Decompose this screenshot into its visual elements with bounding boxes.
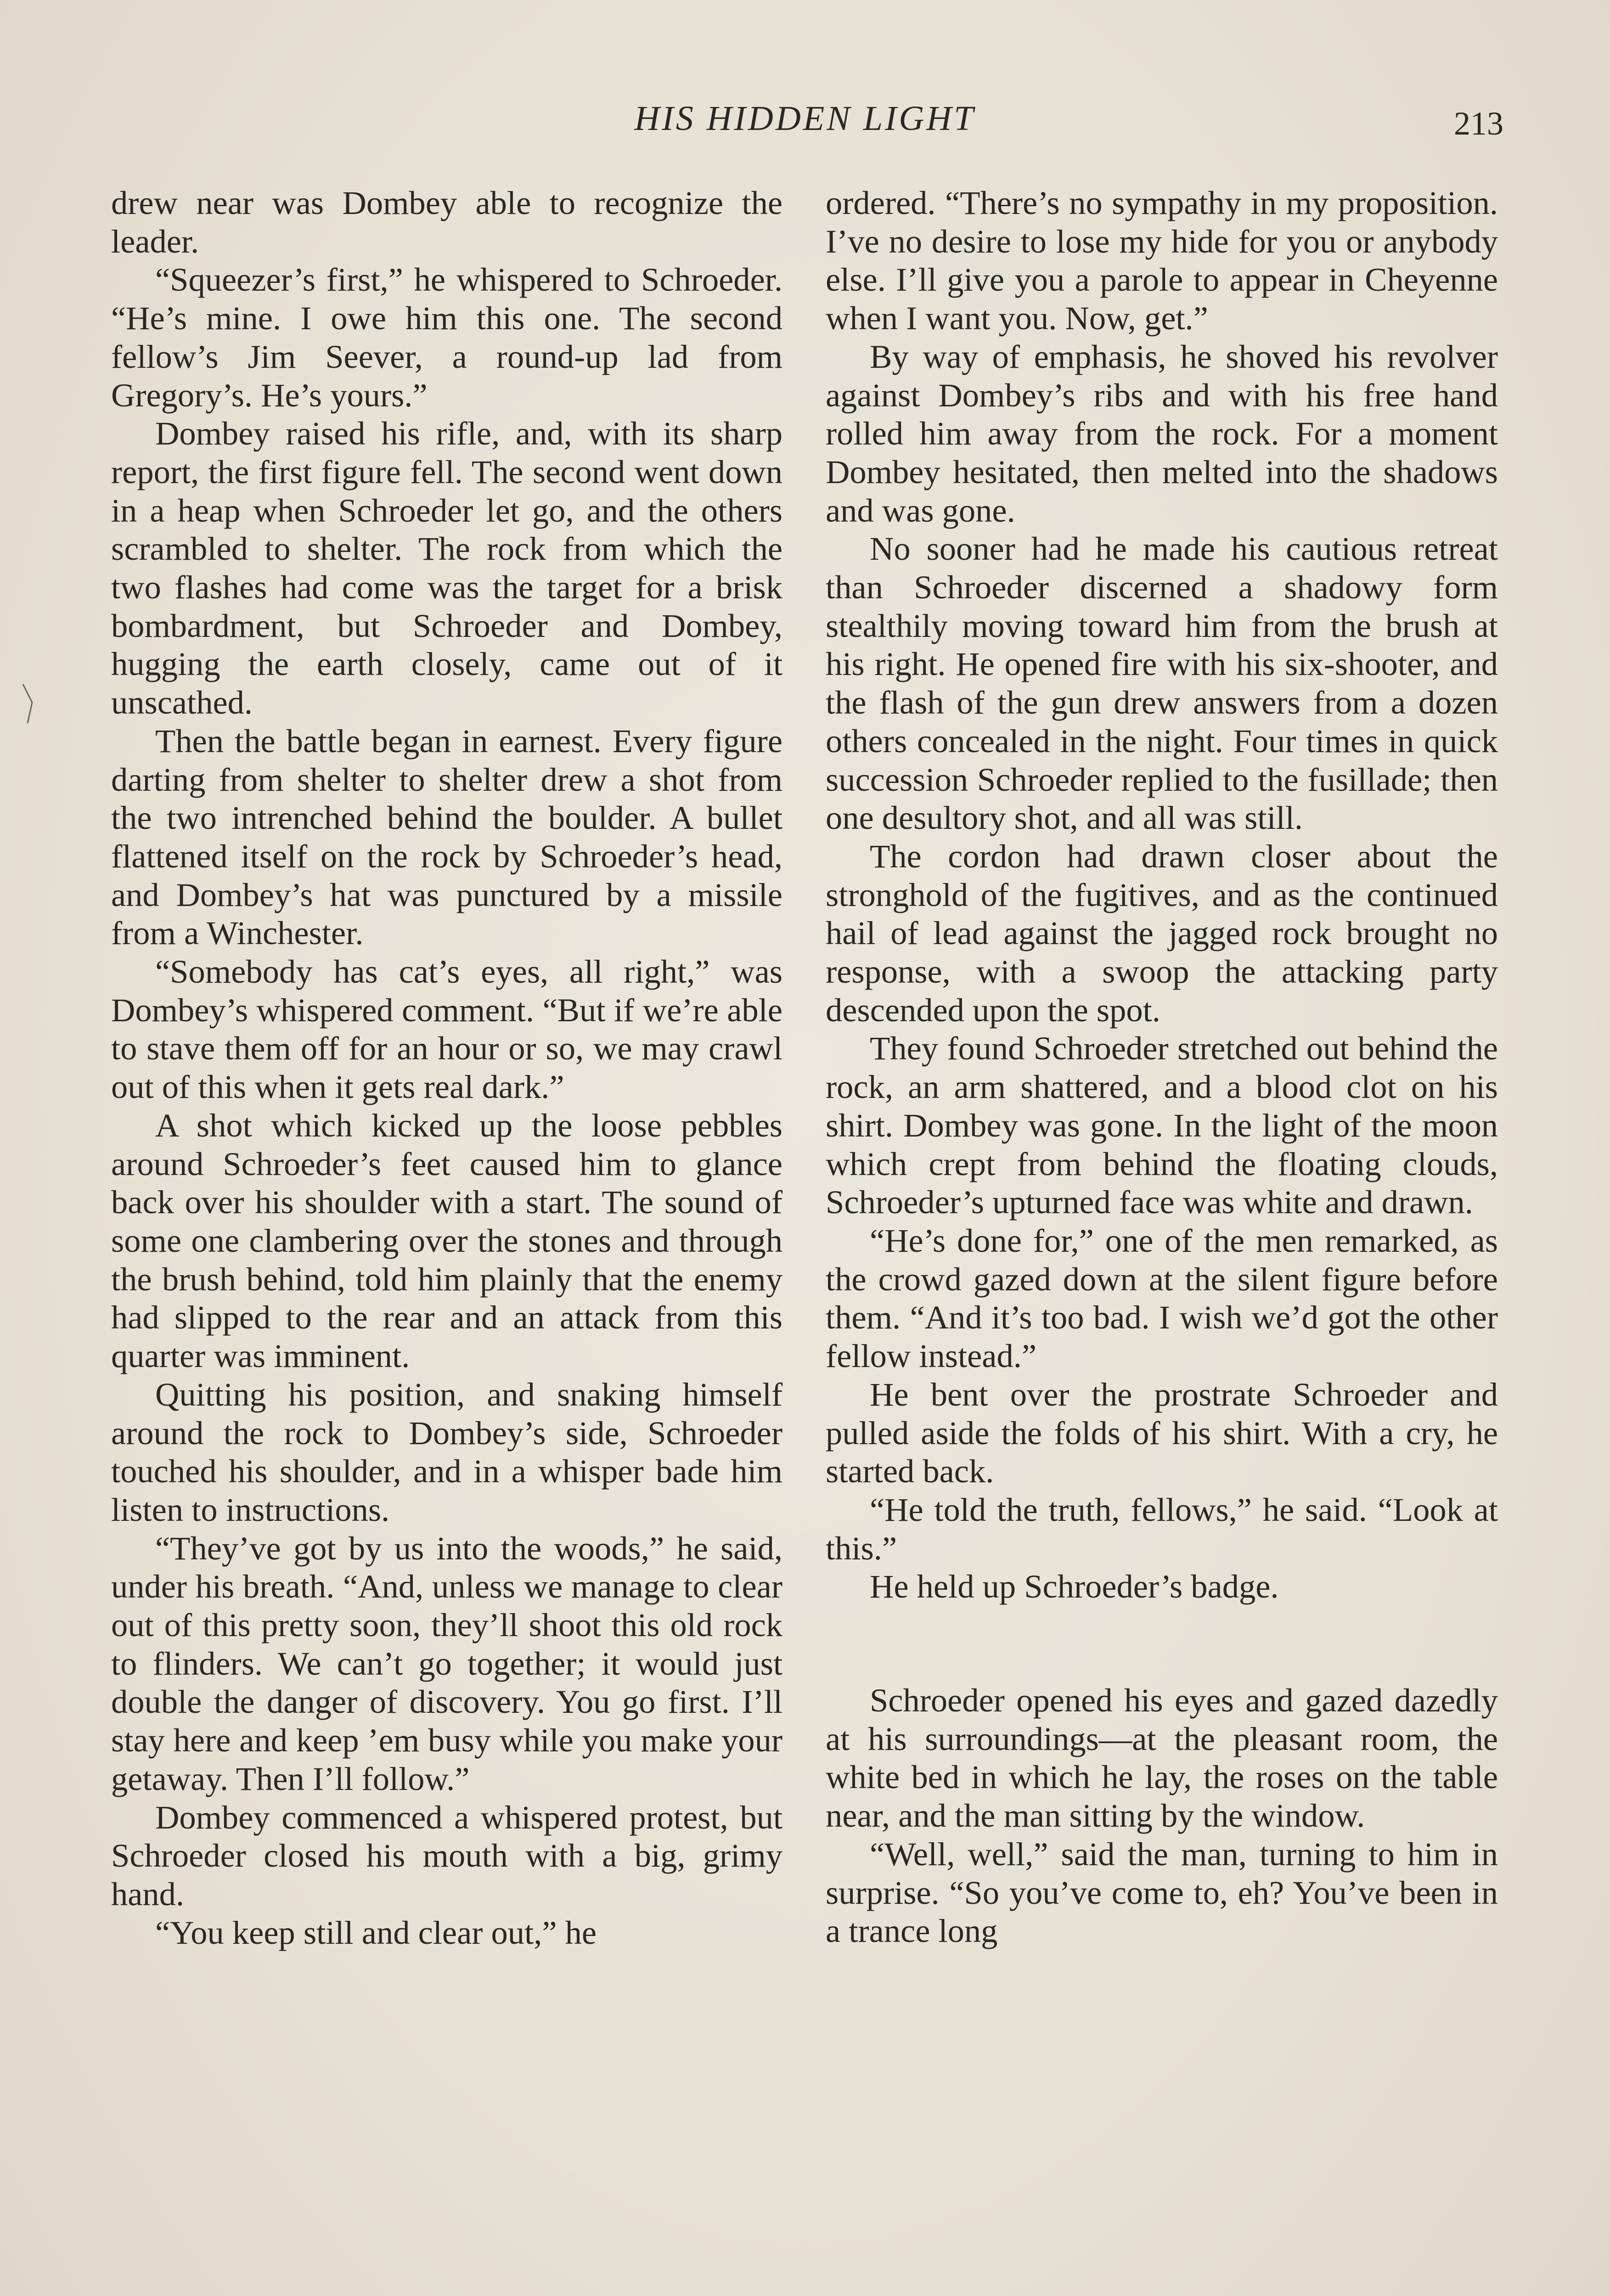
paragraph: He bent over the prostrate Schroeder and pulled aside the folds of his shirt. With a cry, he started back. xyxy=(826,1375,1498,1490)
paragraph: The cordon had drawn closer about the stronghold of the fugitives, and as the continued hail of lead against the jagged rock brought no response, with a swoop the attacking party descended upon the spot. xyxy=(826,837,1498,1029)
paragraph: “He told the truth, fellows,” he said. “Look at this.” xyxy=(826,1491,1498,1567)
paragraph: “Squeezer’s first,” he whispered to Schroeder. “He’s mine. I owe him this one. The second fellow’s Jim Seever, a round-up lad from Gregory’s. He’s yours.” xyxy=(111,261,782,414)
paragraph: drew near was Dombey able to recognize the leader. xyxy=(111,184,782,260)
paragraph: ordered. “There’s no sympathy in my proposition. I’ve no desire to lose my hide for you or anybody else. I’ll give you a parole to appear in Cheyenne when I want you. Now, get.” xyxy=(826,184,1498,337)
paragraph: Then the battle began in earnest. Every figure darting from shelter to shelter drew a shot from the two intrenched behind the boulder. A bullet flattened itself on the rock by Schroeder’s head, and Dombey’s hat was punctured by a missile from a Winchester. xyxy=(111,722,782,952)
paragraph: Dombey raised his rifle, and, with its sharp report, the first figure fell. The second went down in a heap when Schroeder let go, and the others scrambled to shelter. The rock from which the two flashes had come was the target for a brisk bombardment, but Schroeder and Dombey, hugging the earth closely, came out of it unscathed. xyxy=(111,415,782,721)
paragraph: Quitting his position, and snaking himself around the rock to Dombey’s side, Schroeder touched his shoulder, and in a whisper bade him listen to instructions. xyxy=(111,1375,782,1528)
paragraph: “He’s done for,” one of the men remarked, as the crowd gazed down at the silent figure before them. “And it’s too bad. I wish we’d got the other fellow instead.” xyxy=(826,1221,1498,1375)
margin-mark xyxy=(18,680,46,726)
paragraph: “They’ve got by us into the woods,” he said, under his breath. “And, unless we manage to clear out of this pretty soon, they’ll shoot this old rock to flinders. We can’t go together; it would just double the danger of discovery. You go first. I’ll stay here and keep ’em busy while you make your getaway. Then I’ll follow.” xyxy=(111,1529,782,1797)
paragraph: “Well, well,” said the man, turning to him in surprise. “So you’ve come to, eh? You’ve been in a trance long xyxy=(826,1835,1498,1950)
paragraph: A shot which kicked up the loose pebbles around Schroeder’s feet caused him to glance back over his shoulder with a start. The sound of some one clambering over the stones and through the brush behind, told him plainly that the enemy had slipped to the rear and an attack from this quarter was imminent. xyxy=(111,1106,782,1375)
paragraph: They found Schroeder stretched out behind the rock, an arm shattered, and a blood clot on his shirt. Dombey was gone. In the light of the moon which crept from behind the floating clouds, Schroeder’s upturned face was white and drawn. xyxy=(826,1030,1498,1221)
paragraph: He held up Schroeder’s badge. xyxy=(870,1568,1279,1605)
paragraph: By way of emphasis, he shoved his revolver against Dombey’s ribs and with his free hand rolled him away from the rock. For a moment Dombey hesitated, then melted into the shadows and was gone. xyxy=(826,338,1498,529)
paragraph: Dombey commenced a whispered protest, but Schroeder closed his mouth with a big, grimy hand. xyxy=(111,1798,782,1913)
paragraph: No sooner had he made his cautious retreat than Schroeder discerned a shadowy form stealthily moving toward him from the brush at his right. He opened fire with his six-shooter, and the flash of the gun drew answers from a dozen others concealed in the night. Four times in quick succession Schroeder replied to the fusillade; then one desultory shot, and all was still. xyxy=(826,530,1498,837)
paragraph: “You keep still and clear out,” he xyxy=(155,1913,597,1951)
page-number: 213 xyxy=(1454,105,1503,142)
left-column xyxy=(111,184,782,1952)
paragraph: “Somebody has cat’s eyes, all right,” was Dombey’s whispered comment. “But if we’re able to stave them off for an hour or so, we may crawl out of this when it gets real dark.” xyxy=(111,953,782,1106)
paragraph: Schroeder opened his eyes and gazed dazedly at his surroundings—at the pleasant room, the white bed in which he lay, the roses on the table near, and the man sitting by the window. xyxy=(826,1682,1498,1835)
right-column xyxy=(826,184,1498,1950)
running-head: HIS HIDDEN LIGHT xyxy=(634,99,976,138)
